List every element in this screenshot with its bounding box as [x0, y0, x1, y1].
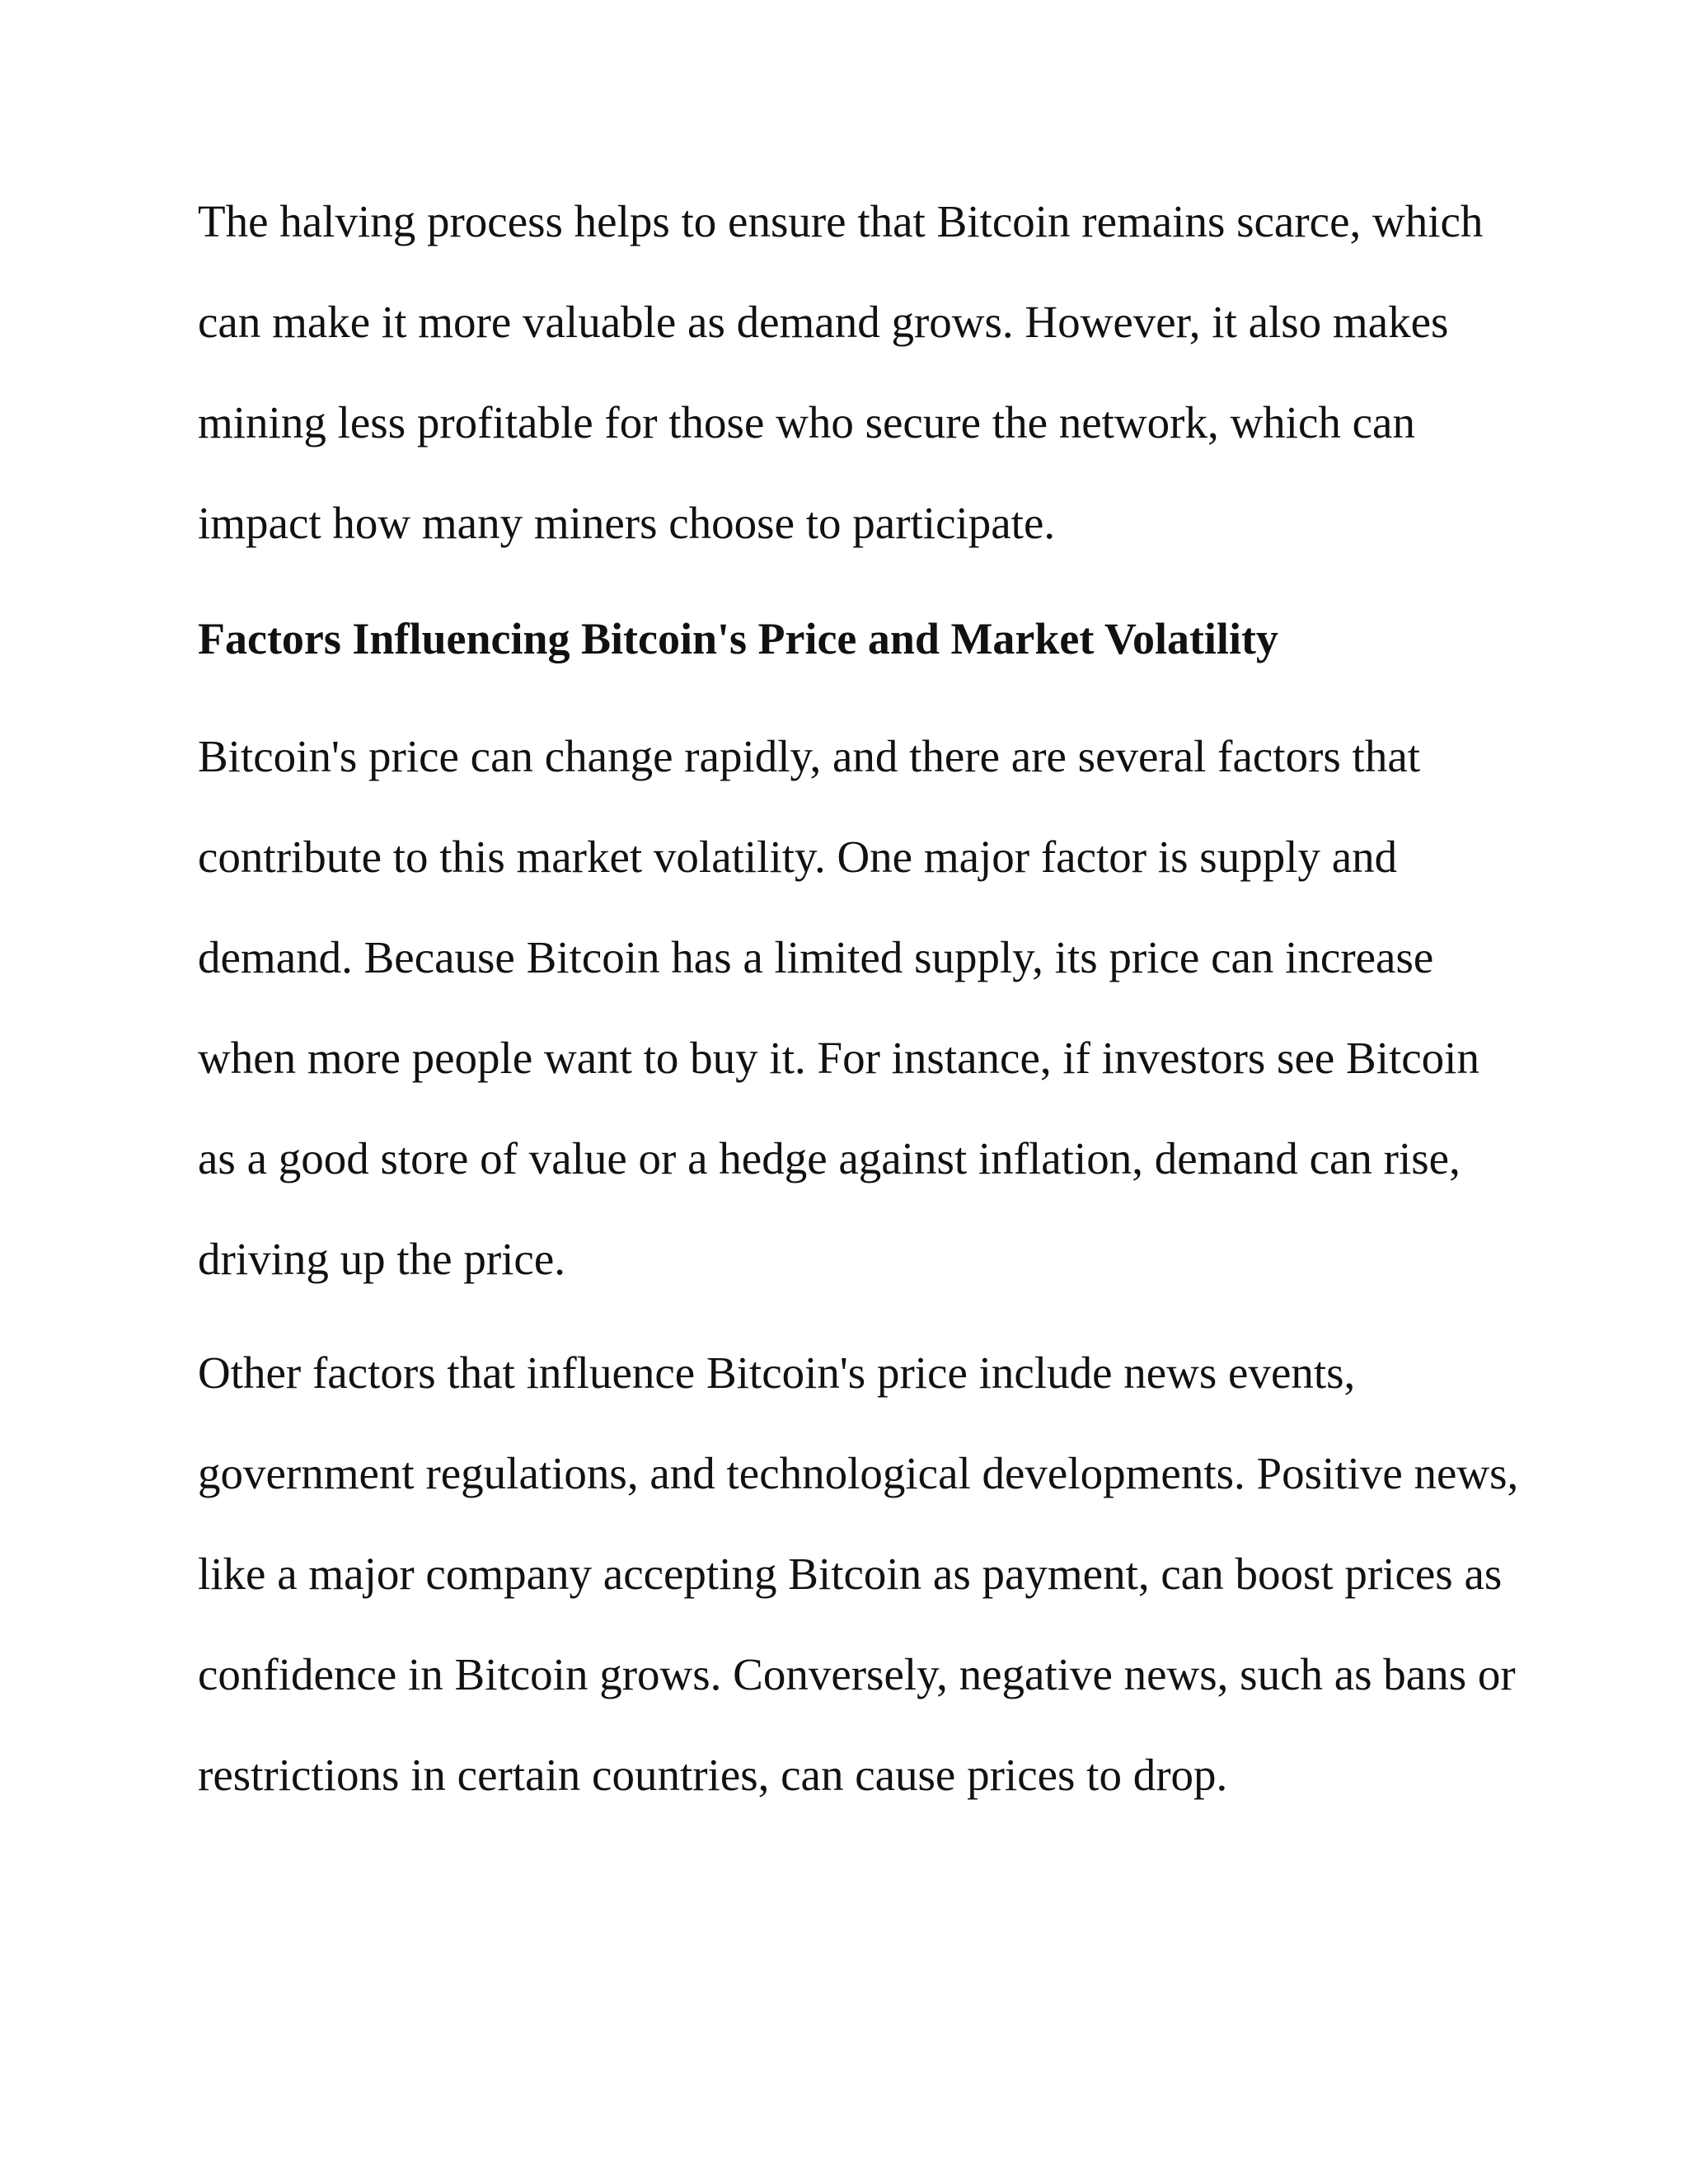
paragraph-line: driving up the price.: [198, 1234, 565, 1284]
paragraph-line: can make it more valuable as demand grows. However, it also makes: [198, 297, 1449, 347]
paragraph-line: impact how many miners choose to participate.: [198, 498, 1056, 548]
paragraph-line: like a major company accepting Bitcoin as payment, can boost prices as: [198, 1549, 1503, 1599]
paragraph-line: Other factors that influence Bitcoin's price include news events,: [198, 1347, 1356, 1398]
paragraph-line: government regulations, and technological developments. Positive news,: [198, 1448, 1519, 1498]
paragraph-line: confidence in Bitcoin grows. Conversely, negative news, such as bans or: [198, 1649, 1516, 1699]
paragraph-line: demand. Because Bitcoin has a limited supply, its price can increase: [198, 932, 1434, 982]
paragraph-line: restrictions in certain countries, can cause prices to drop.: [198, 1750, 1228, 1800]
paragraph-line: when more people want to buy it. For instance, if investors see Bitcoin: [198, 1033, 1479, 1083]
paragraph-line: mining less profitable for those who secure the network, which can: [198, 397, 1415, 448]
section-heading: Factors Influencing Bitcoin's Price and Market Volatility: [198, 614, 1278, 663]
paragraph-line: The halving process helps to ensure that Bitcoin remains scarce, which: [198, 196, 1484, 246]
paragraph-line: Bitcoin's price can change rapidly, and there are several factors that: [198, 731, 1421, 781]
paragraph-line: contribute to this market volatility. One major factor is supply and: [198, 832, 1398, 882]
paragraph-line: as a good store of value or a hedge against inflation, demand can rise,: [198, 1133, 1461, 1183]
